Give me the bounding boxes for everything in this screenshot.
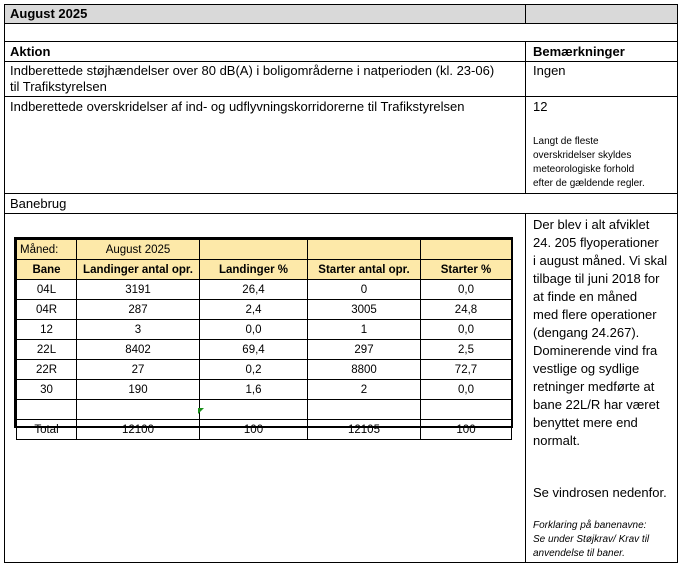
cell-starter-pct: 0,0 — [421, 280, 512, 300]
forklaring-line: anvendelse til baner. — [533, 548, 625, 559]
cell-starter-pct: 24,8 — [421, 300, 512, 320]
cell-landinger-pct: 1,6 — [200, 380, 308, 400]
row-1-action-line-1: Indberettede støjhændelser over 80 dB(A) i boligområderne i natperioden (kl. 23-06) — [10, 63, 495, 78]
grid-line — [677, 4, 678, 563]
empty-cell — [308, 400, 421, 420]
cell-total-starter-pct: 100 — [421, 420, 512, 440]
row-2-note-line: overskridelser skyldes — [533, 150, 632, 161]
banebrug-remark-line: (dengang 24.267). — [533, 325, 640, 340]
cell-total-label: Total — [17, 420, 77, 440]
month-label: Måned: — [17, 240, 77, 260]
grid-line — [4, 193, 678, 194]
cell-starter-pct: 0,0 — [421, 380, 512, 400]
table-row — [17, 300, 512, 320]
grid-line — [4, 96, 678, 97]
cell-starter-antal: 8800 — [308, 360, 421, 380]
cell-landinger-antal: 3 — [77, 320, 200, 340]
cell-starter-pct: 2,5 — [421, 340, 512, 360]
table-header-starter-antal: Starter antal opr. — [308, 260, 421, 280]
cell-bane: 30 — [17, 380, 77, 400]
grid-line — [4, 61, 678, 62]
cell-starter-pct: 0,0 — [421, 320, 512, 340]
table-header-landinger-pct: Landinger % — [200, 260, 308, 280]
banebrug-remark-line: bane 22L/R har været — [533, 397, 660, 412]
header-band — [4, 4, 677, 23]
banebrug-remark-line: retninger medførte at — [533, 379, 655, 394]
banebrug-remark-line: tilbage til juni 2018 for — [533, 271, 660, 286]
banebrug-remark-line: i august måned. Vi skal — [533, 253, 668, 268]
grid-line — [4, 4, 678, 5]
banebrug-label: Banebrug — [10, 196, 67, 211]
cell-landinger-antal: 8402 — [77, 340, 200, 360]
grid-line — [4, 41, 678, 42]
cell-landinger-pct: 0,2 — [200, 360, 308, 380]
grid-line — [525, 41, 526, 194]
cell-starter-antal: 297 — [308, 340, 421, 360]
cell-landinger-pct: 2,4 — [200, 300, 308, 320]
banebrug-remark-line: Dominerende vind fra — [533, 343, 658, 358]
table-header-bane: Bane — [17, 260, 77, 280]
page-title: August 2025 — [10, 6, 88, 21]
banebrug-remark-line: benyttet mere end — [533, 415, 638, 430]
cell-total-landinger-antal: 12100 — [77, 420, 200, 440]
empty-cell — [421, 400, 512, 420]
banebrug-remark-line: med flere operationer — [533, 307, 657, 322]
cell-starter-antal: 1 — [308, 320, 421, 340]
cell-bane: 04L — [17, 280, 77, 300]
table-row-empty — [17, 400, 512, 420]
empty-cell — [77, 400, 200, 420]
row-2-remark: 12 — [533, 99, 548, 114]
column-header-action: Aktion — [10, 44, 51, 59]
cell-comment-marker — [198, 408, 204, 414]
cell-landinger-antal: 3191 — [77, 280, 200, 300]
table-row — [17, 340, 512, 360]
cell-landinger-antal: 190 — [77, 380, 200, 400]
cell-starter-pct: 72,7 — [421, 360, 512, 380]
cell-landinger-pct: 26,4 — [200, 280, 308, 300]
row-2-note-line: meteorologiske forhold — [533, 164, 635, 175]
empty-cell — [200, 240, 308, 260]
empty-cell — [17, 400, 77, 420]
forklaring-line: Forklaring på banenavne: — [533, 520, 647, 531]
cell-bane: 22L — [17, 340, 77, 360]
grid-line — [525, 4, 526, 24]
banebrug-remark-line: 24. 205 flyoperationer — [533, 235, 659, 250]
cell-landinger-antal: 27 — [77, 360, 200, 380]
row-2-action: Indberettede overskridelser af ind- og udflyvningskorridorerne til Trafikstyrelsen — [10, 99, 465, 114]
grid-line — [4, 23, 678, 24]
forklaring-line: Se under Støjkrav/ Krav til — [533, 534, 650, 545]
cell-landinger-antal: 287 — [77, 300, 200, 320]
cell-landinger-pct: 0,0 — [200, 320, 308, 340]
banebrug-remark-line: at finde en måned — [533, 289, 638, 304]
table-row — [17, 360, 512, 380]
empty-cell — [200, 400, 308, 420]
row-1-action-line-2: til Trafikstyrelsen — [10, 79, 107, 94]
grid-line — [4, 562, 678, 563]
grid-line — [4, 4, 5, 563]
cell-landinger-pct: 69,4 — [200, 340, 308, 360]
cell-starter-antal: 0 — [308, 280, 421, 300]
cell-bane: 22R — [17, 360, 77, 380]
column-header-remarks: Bemærkninger — [533, 44, 625, 59]
table-row — [17, 320, 512, 340]
empty-cell — [308, 240, 421, 260]
row-2-note-line: efter de gældende regler. — [533, 178, 645, 189]
table-header-landinger-antal: Landinger antal opr. — [77, 260, 200, 280]
table-row — [17, 380, 512, 400]
runway-usage-table — [14, 237, 513, 436]
cell-bane: 12 — [17, 320, 77, 340]
empty-cell — [421, 240, 512, 260]
banebrug-remark-line: Der blev i alt afviklet — [533, 217, 650, 232]
table-row — [17, 280, 512, 300]
month-value: August 2025 — [77, 240, 200, 260]
row-2-note-line: Langt de fleste — [533, 136, 599, 147]
vindrose-text: Se vindrosen nedenfor. — [533, 485, 667, 500]
table-header-starter-pct: Starter % — [421, 260, 512, 280]
banebrug-remark-line: vestlige og sydlige — [533, 361, 640, 376]
grid-line — [4, 213, 678, 214]
cell-total-starter-antal: 12105 — [308, 420, 421, 440]
row-1-remark: Ingen — [533, 63, 566, 78]
grid-line — [525, 213, 526, 563]
cell-starter-antal: 3005 — [308, 300, 421, 320]
cell-starter-antal: 2 — [308, 380, 421, 400]
cell-total-landinger-pct: 100 — [200, 420, 308, 440]
banebrug-remark-line: normalt. — [533, 433, 580, 448]
cell-bane: 04R — [17, 300, 77, 320]
table-row-total — [17, 420, 512, 440]
